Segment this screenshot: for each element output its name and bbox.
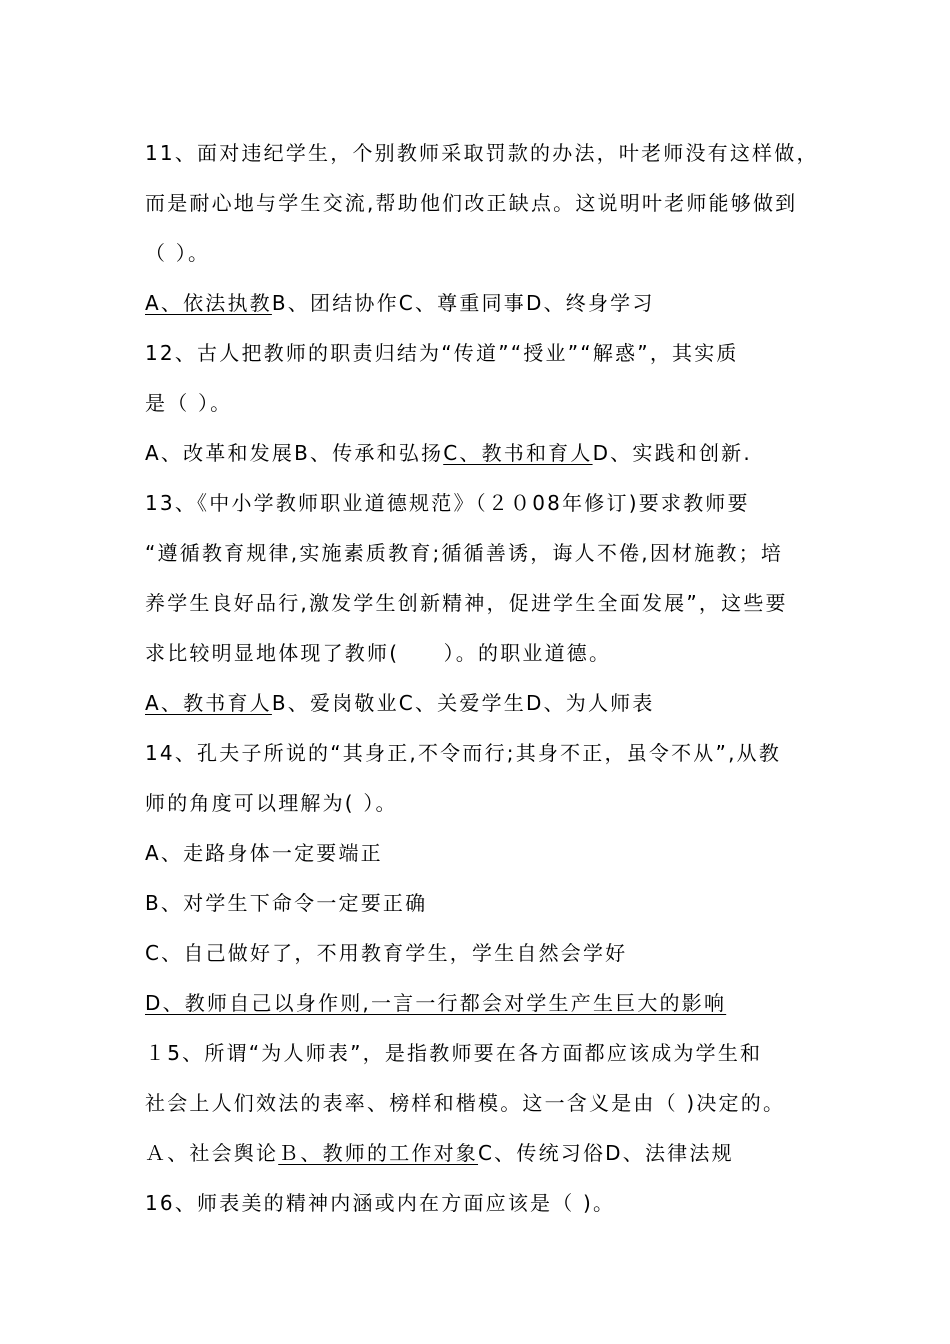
question-14-option-b: B、对学生下命令一定要正确 <box>145 891 428 915</box>
question-13-options-rest: B、爱岗敬业C、关爱学生D、为人师表 <box>271 691 655 715</box>
question-11-line-3: （ ）。 <box>145 241 211 265</box>
question-12-line-1: 12、古人把教师的职责归结为“传道”“授业”“解惑”，其实质 <box>145 341 739 365</box>
question-15-line-2: 社会上人们效法的表率、榜样和楷模。这一含义是由（ )决定的。 <box>145 1091 786 1115</box>
question-13-line-2: “遵循教育规律,实施素质教育;循循善诱，诲人不倦,因材施教；培 <box>145 541 784 565</box>
question-11-options-rest: B、团结协作C、尊重同事D、终身学习 <box>271 291 655 315</box>
question-14-option-c: C、自己做好了，不用教育学生，学生自然会学好 <box>145 941 628 965</box>
question-12-option-d: D、实践和创新. <box>592 441 752 465</box>
question-11-line-1: 11、面对违纪学生，个别教师采取罚款的办法，叶老师没有这样做， <box>145 141 819 165</box>
question-11-answer-a: A、依法执教 <box>145 291 272 315</box>
question-11-line-2: 而是耐心地与学生交流,帮助他们改正缺点。这说明叶老师能够做到 <box>145 191 798 215</box>
question-13-line-3: 养学生良好品行,激发学生创新精神，促进学生全面发展”，这些要 <box>145 591 788 615</box>
question-14-line-2: 师的角度可以理解为( ）。 <box>145 791 398 815</box>
question-15-options <box>145 1140 734 1166</box>
question-14-option-a: A、走路身体一定要端正 <box>145 841 383 865</box>
question-15-option-a: Ａ、社会舆论 <box>145 1141 279 1165</box>
question-15-line-1: １5、所谓“为人师表”，是指教师要在各方面都应该成为学生和 <box>145 1041 763 1065</box>
question-13-options <box>145 690 655 716</box>
question-12-options <box>145 440 752 466</box>
question-15-answer-b: Ｂ、教师的工作对象 <box>278 1141 479 1165</box>
question-12-options-ab: A、改革和发展B、传承和弘扬 <box>145 441 444 465</box>
question-14-answer-d: D、教师自己以身作则,一言一行都会对学生产生巨大的影响 <box>145 991 727 1015</box>
question-13-line-1: 13、《中小学教师职业道德规范》（２０08年修订)要求教师要 <box>145 491 750 515</box>
question-11-options <box>145 290 655 316</box>
question-13-line-4: 求比较明显地体现了教师( ）。的职业道德。 <box>145 641 612 665</box>
question-13-answer-a: A、教书育人 <box>145 691 272 715</box>
question-14-line-1: 14、孔夫子所说的“其身正,不令而行;其身不正，虽令不从”,从教 <box>145 741 782 765</box>
question-12-line-2: 是（ ）。 <box>145 391 233 415</box>
question-12-answer-c: C、教书和育人 <box>443 441 593 465</box>
question-15-options-rest: C、传统习俗D、法律法规 <box>478 1141 734 1165</box>
question-16-line-1: 16、师表美的精神内涵或内在方面应该是（ )。 <box>145 1191 616 1215</box>
